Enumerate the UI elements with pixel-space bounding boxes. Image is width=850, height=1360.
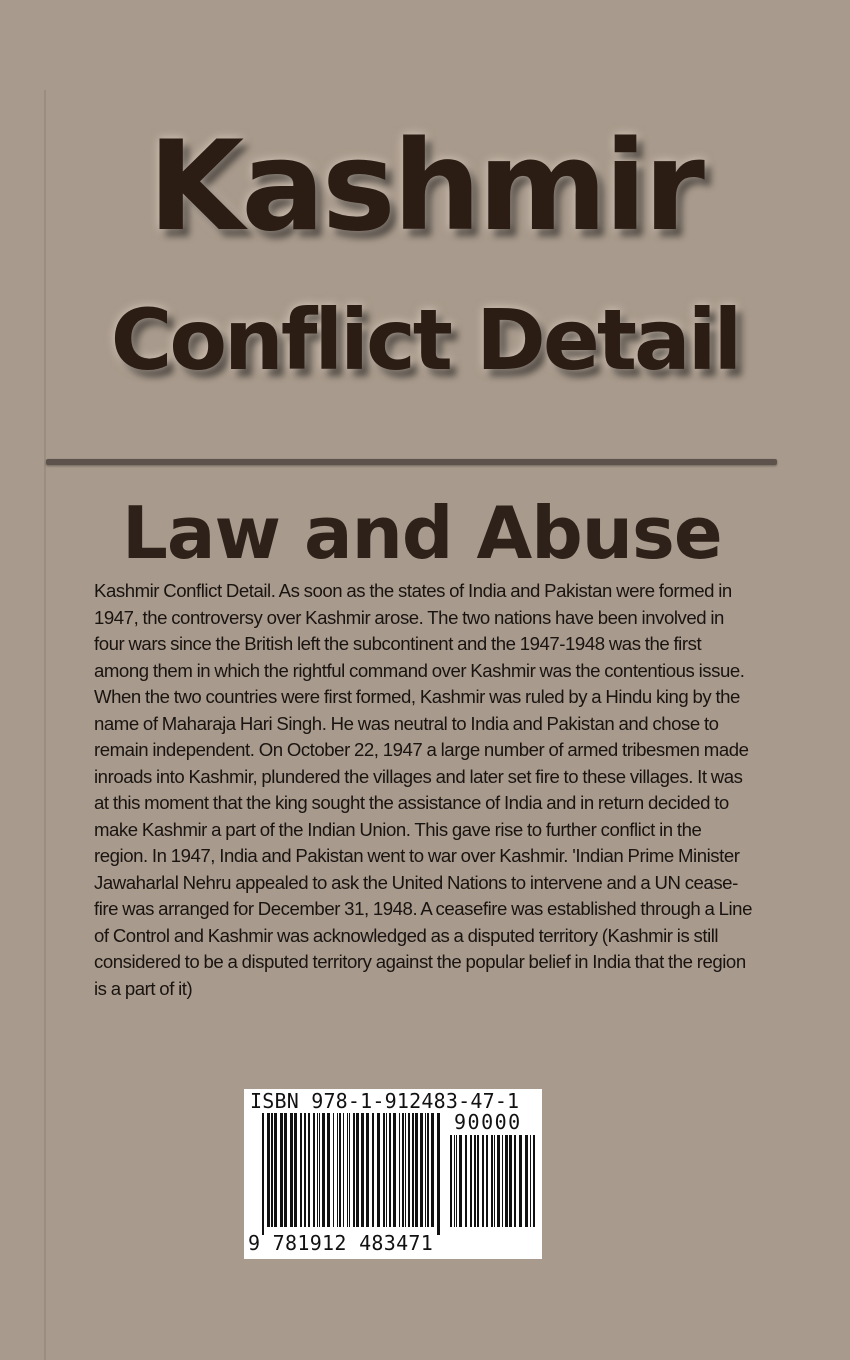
barcode-bar [300, 1113, 302, 1227]
barcode-bar [465, 1135, 467, 1227]
barcode-bar [477, 1135, 479, 1227]
barcode-bar [437, 1113, 440, 1235]
barcode-bar [491, 1135, 493, 1227]
barcode-bar [427, 1113, 429, 1227]
barcode-bar [482, 1135, 484, 1227]
barcode-bar [412, 1113, 414, 1227]
barcode-bar [343, 1113, 344, 1227]
barcode-bar [280, 1113, 283, 1227]
barcode-bar [267, 1113, 270, 1227]
barcode-bar [497, 1135, 500, 1227]
description-text: Kashmir Conflict Detail. As soon as the states of India and Pakistan were formed in 1947, the controversy over Kashmir arose. The two nations have been involved in four wars since the British left the subcontinent and the 1947-1948 was the first among them in which the rightful command over Kashmir was the contentious issue. When the two countries were first formed, Kashmir was ruled by a Hindu king by the name of Maharaja Hari Singh. He was neutral to India and Pakistan and chose to remain independent. On October 22, 1947 a large number of armed tribesmen made inroads into Kashmir, plundered the villages and later set fire to these villages. It was at this moment that the king sought the assistance of India and in return decided to make Kashmir a part of the Indian Union. This gave rise to further conflict in the region. In 1947, India and Pakistan went to war over Kashmir. 'Indian Prime Minister Jawaharlal Nehru appealed to ask the United Nations to intervene and a UN cease-fire was arranged for December 31, 1948. A ceasefire was established through a Line of Control and Kashmir was acknowledged as a disputed territory (Kashmir is still considered to be a disputed territory against the popular belief in India that the region is a part of it) [94, 580, 752, 999]
barcode-bar [353, 1113, 355, 1227]
barcode-bar [372, 1113, 374, 1227]
barcode-bar [290, 1113, 293, 1227]
barcode-bar [425, 1113, 426, 1227]
barcode-bar [519, 1135, 522, 1227]
barcode-bar [530, 1135, 531, 1227]
barcode-bar [420, 1113, 423, 1227]
barcode-bar [505, 1135, 508, 1227]
ean-barcode-bars [262, 1113, 440, 1235]
barcode-bar [347, 1113, 348, 1227]
barcode-bar [377, 1113, 380, 1227]
barcode-bar [327, 1113, 330, 1227]
barcode-bar [339, 1113, 341, 1227]
barcode-bar [313, 1113, 315, 1227]
barcode-bar [337, 1113, 338, 1227]
barcode-bar [356, 1113, 359, 1227]
barcode-bar [502, 1135, 503, 1227]
barcode-bar [271, 1113, 273, 1227]
barcode-bar [349, 1113, 350, 1227]
barcode-bar [308, 1113, 310, 1227]
barcode-bar [450, 1135, 452, 1227]
barcode-bar [262, 1113, 264, 1235]
barcode-bar [486, 1135, 488, 1227]
barcode-bar [405, 1113, 406, 1227]
barcode-bar [333, 1113, 334, 1227]
title-divider [46, 459, 777, 465]
barcode-bar [386, 1113, 387, 1227]
barcode-bar [284, 1113, 287, 1227]
barcode-bar [454, 1135, 455, 1227]
barcode-bar [459, 1135, 462, 1227]
barcode-bar [361, 1113, 364, 1227]
spine-fold-line [44, 90, 46, 1360]
barcode-bar [408, 1113, 410, 1227]
isbn-label: ISBN 978-1-912483-47-1 [250, 1089, 520, 1113]
barcode-bar [415, 1113, 418, 1227]
barcode-bar [399, 1113, 400, 1227]
barcode-bar [319, 1113, 320, 1227]
barcode-bar [322, 1113, 325, 1227]
barcode-bar [393, 1113, 396, 1227]
barcode-bar [525, 1135, 528, 1227]
addon-barcode-bars [450, 1135, 536, 1235]
isbn-barcode [244, 1089, 542, 1259]
ean-digits: 9 781912 483471 [248, 1231, 434, 1255]
barcode-bar [389, 1113, 391, 1227]
barcode-bar [317, 1113, 318, 1227]
barcode-bar [533, 1135, 535, 1227]
barcode-bar [431, 1113, 434, 1227]
barcode-bar [294, 1113, 297, 1227]
barcode-bar [274, 1113, 277, 1227]
barcode-bar [402, 1113, 404, 1227]
price-code: 90000 [454, 1110, 522, 1134]
subtitle: Law and Abuse [122, 491, 722, 575]
title-line-1: Kashmir [148, 115, 702, 259]
barcode-bar [366, 1113, 369, 1227]
barcode-bar [474, 1135, 476, 1227]
barcode-bar [304, 1113, 306, 1227]
barcode-bar [514, 1135, 516, 1227]
title-line-2: Conflict Detail [110, 291, 740, 389]
barcode-bar [470, 1135, 472, 1227]
barcode-bar [383, 1113, 385, 1227]
barcode-bar [456, 1135, 457, 1227]
barcode-bar [494, 1135, 495, 1227]
barcode-bar [509, 1135, 512, 1227]
